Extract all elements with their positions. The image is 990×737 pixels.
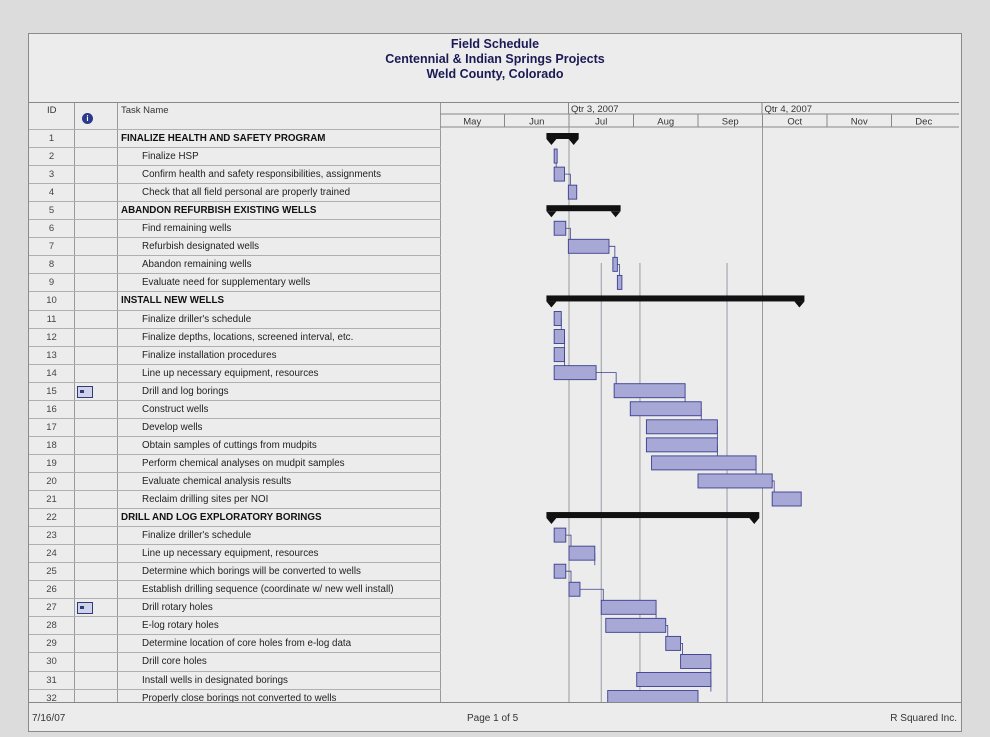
task-name: Properly close borings not converted to wells	[142, 692, 337, 704]
task-name: E-log rotary holes	[142, 620, 219, 632]
info-icon: i	[82, 113, 93, 124]
task-id: 20	[46, 475, 57, 487]
task-name: Finalize HSP	[142, 151, 199, 163]
task-name: Evaluate need for supplementary wells	[142, 277, 311, 289]
task-row[interactable]	[29, 454, 441, 473]
task-id: 7	[48, 241, 55, 253]
quarter-label: Qtr 3, 2007	[571, 104, 619, 115]
task-name: Line up necessary equipment, resources	[142, 548, 319, 560]
id-column-header: ID	[47, 105, 57, 116]
summary-task-name: INSTALL NEW WELLS	[121, 295, 225, 307]
task-row[interactable]	[29, 598, 441, 617]
task-row[interactable]	[29, 165, 441, 184]
task-name: Confirm health and safety responsibilities, assignments	[142, 169, 382, 181]
task-id: 15	[46, 385, 57, 397]
summary-task-name: ABANDON REFURBISH EXISTING WELLS	[121, 205, 317, 217]
summary-bar-cap	[546, 211, 556, 217]
task-bar	[646, 438, 717, 452]
task-bar	[646, 420, 717, 434]
task-id: 29	[46, 638, 57, 650]
dependency-link	[609, 246, 615, 258]
task-row[interactable]	[29, 364, 441, 383]
task-bar	[681, 654, 711, 668]
task-bar	[698, 474, 772, 488]
task-row[interactable]	[29, 129, 441, 148]
task-name: Reclaim drilling sites per NOI	[142, 494, 269, 505]
dependency-link	[566, 535, 571, 547]
dependency-link	[596, 373, 616, 385]
task-name-column-header: Task Name	[121, 105, 169, 116]
task-row[interactable]	[29, 472, 441, 491]
summary-bar-cap	[794, 301, 804, 307]
summary-bar	[546, 295, 804, 301]
quarter-label: Qtr 4, 2007	[764, 104, 813, 115]
calendar-indicator-icon	[77, 386, 93, 398]
month-label: Aug	[657, 116, 675, 128]
task-bar	[652, 456, 756, 470]
task-id: 31	[46, 674, 57, 686]
task-name: Evaluate chemical analysis results	[142, 475, 292, 487]
task-id: 17	[46, 421, 57, 433]
task-bar	[601, 600, 656, 614]
task-id: 10	[46, 295, 57, 307]
month-label: Dec	[915, 116, 933, 128]
task-id: 25	[46, 566, 57, 578]
task-row[interactable]	[29, 147, 441, 166]
task-name: Install wells in designated borings	[142, 674, 288, 686]
task-row[interactable]	[29, 562, 441, 581]
task-bar	[772, 492, 801, 506]
task-bar	[554, 366, 596, 380]
task-id: 13	[46, 349, 57, 361]
task-id: 26	[46, 584, 57, 596]
gantt-chart	[440, 103, 959, 703]
summary-bar	[546, 205, 620, 211]
task-bar	[666, 636, 681, 650]
summary-bar-cap	[611, 211, 621, 217]
task-name: Find remaining wells	[142, 223, 232, 235]
task-name: Construct wells	[142, 403, 209, 415]
summary-bar-cap	[569, 139, 579, 145]
month-label: May	[463, 116, 482, 128]
month-label: Jun	[529, 116, 545, 128]
task-bar	[554, 149, 557, 163]
task-row[interactable]	[29, 436, 441, 455]
task-name: Obtain samples of cuttings from mudpits	[142, 439, 317, 451]
dependency-link	[580, 589, 603, 601]
task-row[interactable]	[29, 291, 441, 310]
task-id: 5	[48, 205, 55, 217]
task-name: Finalize depths, locations, screened interval, etc.	[142, 331, 354, 343]
summary-bar	[546, 512, 759, 518]
task-bar	[569, 546, 595, 560]
page-footer	[29, 702, 961, 731]
month-label: Nov	[850, 116, 868, 128]
task-bar	[637, 673, 711, 687]
task-row[interactable]	[29, 255, 441, 274]
task-row[interactable]	[29, 526, 441, 545]
task-name: Determine location of core holes from e-log data	[142, 638, 352, 650]
task-bar	[568, 239, 609, 253]
summary-task-name: DRILL AND LOG EXPLORATORY BORINGS	[121, 512, 322, 524]
month-label: Sep	[721, 116, 739, 128]
task-bar	[554, 348, 564, 362]
task-bar	[554, 564, 566, 578]
task-row[interactable]	[29, 237, 441, 256]
task-name: Finalize installation procedures	[142, 349, 277, 361]
task-id: 12	[46, 331, 57, 343]
task-bar	[630, 402, 701, 416]
task-id: 1	[48, 133, 55, 144]
summary-bar-cap	[546, 139, 556, 145]
print-date: 7/16/07	[32, 713, 66, 724]
page-number: Page 1 of 5	[467, 713, 519, 724]
month-label: Oct	[787, 116, 803, 128]
task-row[interactable]	[29, 616, 441, 635]
title-block	[29, 37, 961, 82]
task-id: 21	[46, 494, 57, 505]
task-name: Drill core holes	[142, 656, 207, 668]
dependency-link	[566, 571, 571, 583]
company-name: R Squared Inc.	[890, 713, 957, 724]
task-bar	[554, 221, 566, 235]
task-name: Drill rotary holes	[142, 602, 213, 614]
task-id: 11	[46, 313, 57, 325]
task-id: 3	[48, 169, 55, 181]
task-bar	[554, 528, 566, 542]
task-row[interactable]	[29, 580, 441, 599]
task-row[interactable]	[29, 508, 441, 527]
task-id: 6	[48, 223, 55, 235]
summary-task-name: FINALIZE HEALTH AND SAFETY PROGRAM	[121, 133, 326, 144]
task-id: 14	[46, 367, 57, 379]
dependency-link	[566, 228, 571, 240]
task-name: Check that all field personal are properly trained	[142, 187, 351, 199]
task-name: Finalize driller's schedule	[142, 313, 252, 325]
task-row[interactable]	[29, 490, 441, 509]
task-row[interactable]	[29, 328, 441, 347]
task-row[interactable]	[29, 183, 441, 202]
task-name: Line up necessary equipment, resources	[142, 367, 319, 379]
task-id: 4	[48, 187, 55, 199]
location-subtitle: Weld County, Colorado	[426, 67, 564, 81]
task-row[interactable]	[29, 201, 441, 220]
task-bar	[554, 167, 564, 181]
month-label: Jul	[595, 116, 608, 128]
task-row[interactable]	[29, 634, 441, 653]
task-id: 30	[46, 656, 57, 668]
gantt-grid	[29, 102, 959, 703]
task-id: 8	[48, 259, 55, 271]
task-id: 27	[46, 602, 57, 614]
task-id: 18	[46, 439, 57, 451]
task-bar	[613, 257, 618, 271]
summary-bar	[546, 133, 578, 139]
task-name: Determine which borings will be converted to wells	[142, 566, 361, 578]
task-name: Establish drilling sequence (coordinate w/ new well install)	[142, 584, 394, 596]
task-name: Finalize driller's schedule	[142, 530, 252, 542]
calendar-indicator-icon	[77, 602, 93, 614]
task-id: 23	[46, 530, 57, 542]
task-name: Abandon remaining wells	[142, 259, 252, 271]
summary-bar-cap	[546, 301, 556, 307]
summary-bar-cap	[749, 518, 759, 524]
task-bar	[554, 312, 561, 326]
task-name: Perform chemical analyses on mudpit samples	[142, 457, 345, 469]
task-id: 32	[46, 692, 57, 704]
task-row[interactable]	[29, 400, 441, 419]
task-id: 16	[46, 403, 57, 415]
task-bar	[614, 384, 685, 398]
schedule-page	[28, 33, 962, 732]
task-row[interactable]	[29, 382, 441, 401]
task-bar	[554, 330, 564, 344]
task-row[interactable]	[29, 652, 441, 671]
task-bar	[617, 275, 622, 289]
task-name: Drill and log borings	[142, 385, 229, 397]
task-row[interactable]	[29, 671, 441, 690]
task-row[interactable]	[29, 418, 441, 437]
task-row[interactable]	[29, 544, 441, 563]
task-id: 9	[48, 277, 55, 289]
task-bar	[606, 618, 666, 632]
project-subtitle: Centennial & Indian Springs Projects	[385, 52, 605, 66]
task-row[interactable]	[29, 219, 441, 238]
task-name: Develop wells	[142, 421, 203, 433]
task-row[interactable]	[29, 346, 441, 365]
task-bar	[569, 582, 580, 596]
task-bar	[568, 185, 576, 199]
task-id: 28	[46, 620, 57, 632]
task-row[interactable]	[29, 273, 441, 292]
task-id: 22	[46, 512, 57, 524]
task-id: 2	[48, 151, 55, 163]
summary-bar-cap	[546, 518, 556, 524]
page-title: Field Schedule	[450, 37, 540, 51]
task-row[interactable]	[29, 310, 441, 329]
task-id: 19	[46, 457, 57, 469]
task-id: 24	[46, 548, 57, 560]
task-name: Refurbish designated wells	[142, 241, 260, 253]
